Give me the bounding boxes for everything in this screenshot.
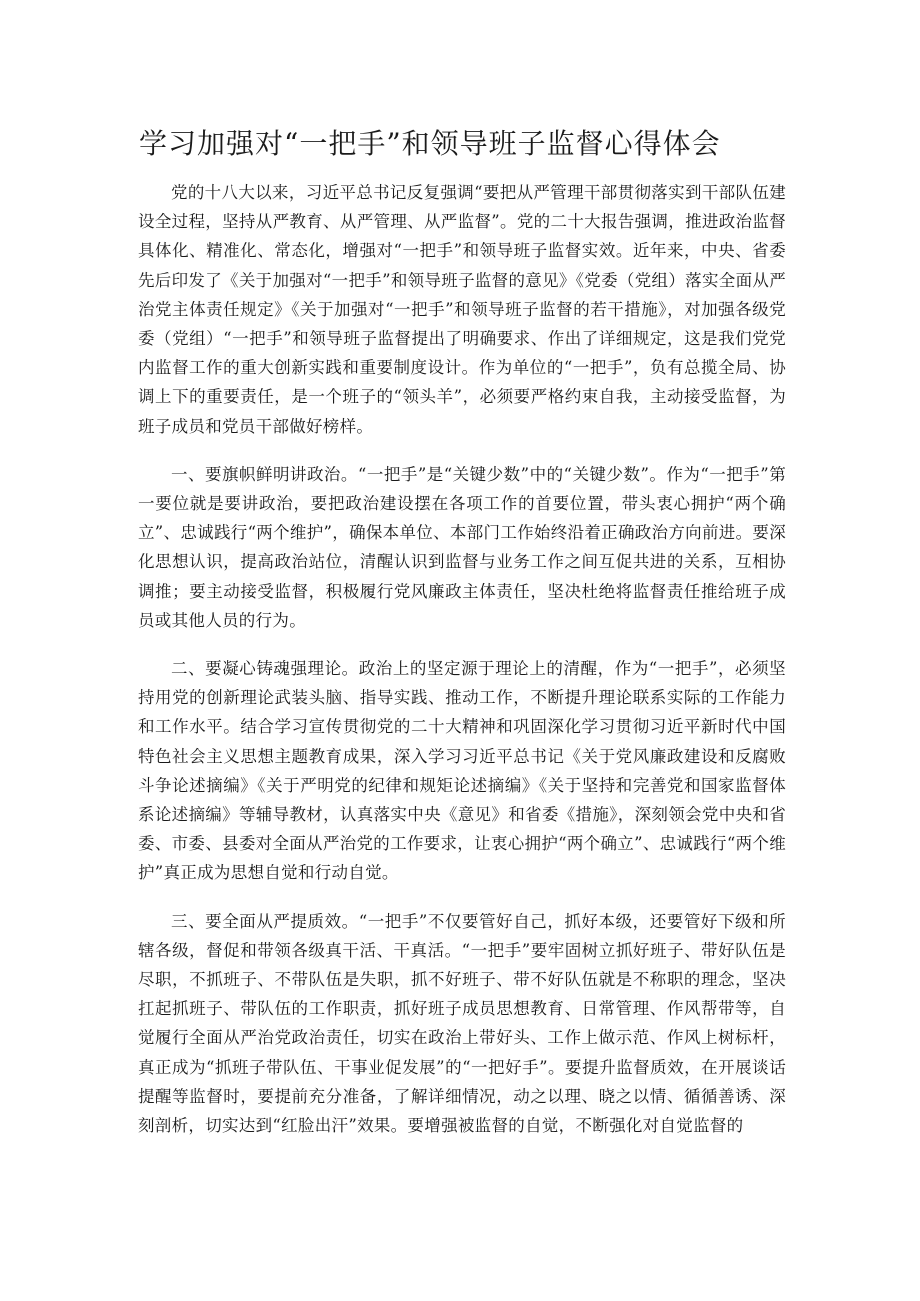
paragraph-intro: 党的十八大以来，习近平总书记反复强调“要把从严管理干部贯彻落实到干部队伍建设全过程，坚持从严教育、从严管理、从严监督”。党的二十大报告强调，推进政治监督具体化、精准化、常态化，增强对“一把手”和领导班子监督实效。近年来，中央、省委先后印发了《关于加强对“一把手”和领导班子监督的意见》《党委（党组）落实全面从严治党主体责任规定》《关于加强对“一把手”和领导班子监督的若干措施》，对加强各级党委（党组）“一把手”和领导班子监督提出了明确要求、作出了详细规定，这是我们党党内监督工作的重大创新实践和重要制度设计。作为单位的“一把手”，负有总揽全局、协调上下的重要责任，是一个班子的“领头羊”，必须要严格约束自我，主动接受监督，为班子成员和党员干部做好榜样。 bbox=[138, 183, 786, 436]
paragraph-section-three: 三、要全面从严提质效。“一把手”不仅要管好自己，抓好本级，还要管好下级和所辖各级，督促和带领各级真干活、干真活。“一把手”要牢固树立抓好班子、带好队伍是尽职，不抓班子、不带队伍是失职，抓不好班子、带不好队伍就是不称职的理念，坚决扛起抓班子、带队伍的工作职责，抓好班子成员思想教育、日常管理、作风帮带等，自觉履行全面从严治党政治责任，切实在政治上带好头、工作上做示范、作风上树标杆，真正成为“抓班子带队伍、干事业促发展”的“一把好手”。要提升监督质效，在开展谈话提醒等监督时，要提前充分准备，了解详细情况，动之以理、晓之以情、循循善诱、深刻剖析，切实达到“红脸出汗”效果。要增强被监督的自觉，不断强化对自觉监督的 bbox=[138, 911, 786, 1136]
document-body bbox=[138, 178, 786, 1159]
paragraph-section-two: 二、要凝心铸魂强理论。政治上的坚定源于理论上的清醒，作为“一把手”，必须坚持用党的创新理论武装头脑、指导实践、推动工作，不断提升理论联系实际的工作能力和工作水平。结合学习宣传贯彻党的二十大精神和巩固深化学习贯彻习近平新时代中国特色社会主义思想主题教育成果，深入学习习近平总书记《关于党风廉政建设和反腐败斗争论述摘编》《关于严明党的纪律和规矩论述摘编》《关于坚持和完善党和国家监督体系论述摘编》等辅导教材，认真落实中央《意见》和省委《措施》，深刻领会党中央和省委、市委、县委对全面从严治党的工作要求，让衷心拥护“两个确立”、忠诚践行“两个维护”真正成为思想自觉和行动自觉。 bbox=[138, 659, 786, 883]
document-title: 学习加强对“一把手”和领导班子监督心得体会 bbox=[139, 127, 721, 160]
paragraph-section-one: 一、要旗帜鲜明讲政治。“一把手”是“关键少数”中的“关键少数”。作为“一把手”第一要位就是要讲政治，要把政治建设摆在各项工作的首要位置，带头衷心拥护“两个确立”、忠诚践行“两个维护”，确保本单位、本部门工作始终沿着正确政治方向前进。要深化思想认识，提高政治站位，清醒认识到监督与业务工作之间互促共进的关系，互相协调推；要主动接受监督，积极履行党风廉政主体责任，坚决杜绝将监督责任推给班子成员或其他人员的行为。 bbox=[138, 464, 786, 630]
